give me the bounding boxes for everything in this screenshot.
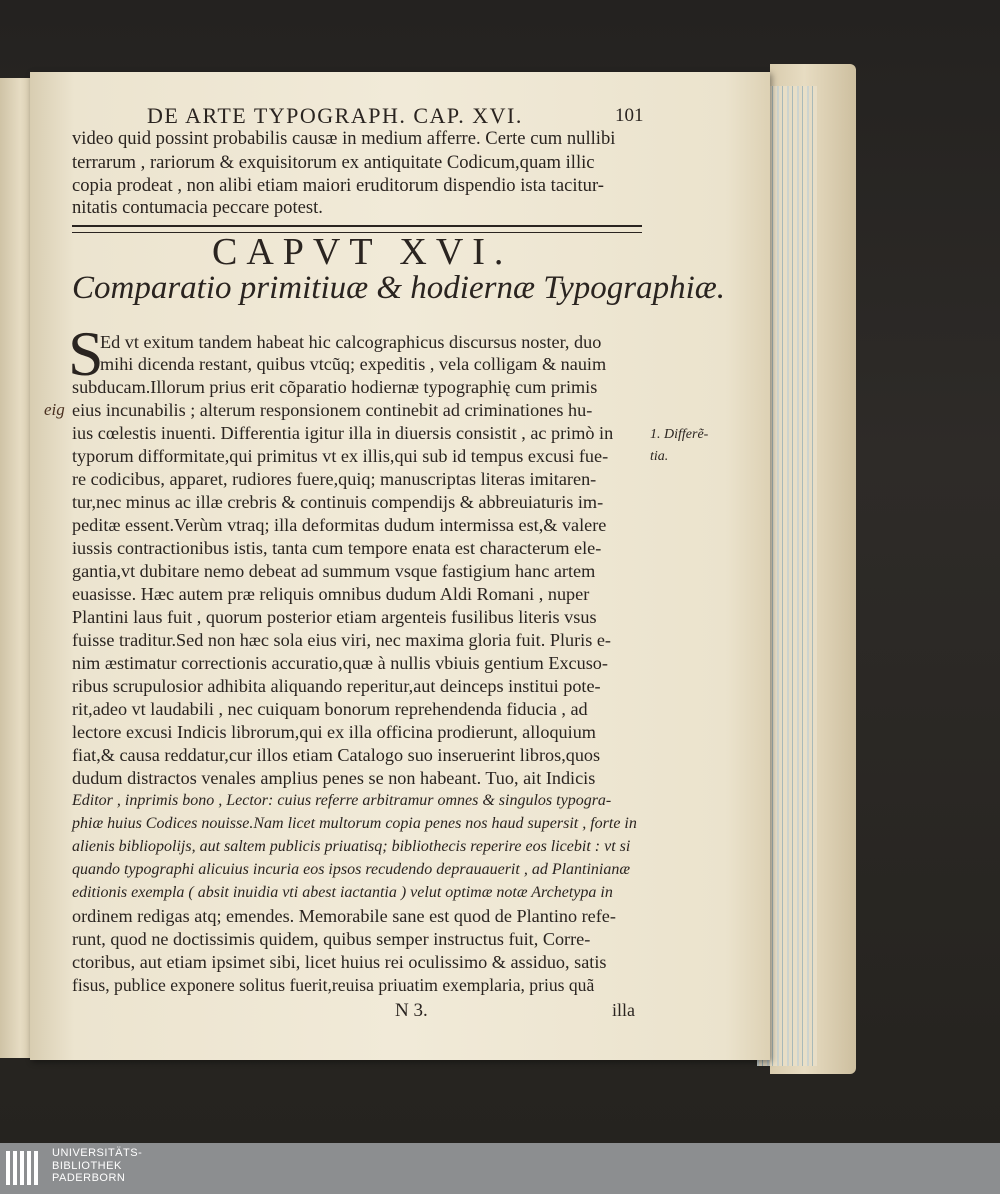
text-line: euasisse. Hæc autem præ reliquis omnibus dudum Aldi Romani , nuper [72,584,590,604]
text-line: quando typographi alicuius incuria eos ipsos recudendo deprauauerit , ad Plantinianæ [72,861,631,878]
text-line: video quid possint probabilis causæ in medium afferre. Certe cum nullibi [72,128,616,149]
library-name-line: BIBLIOTHEK [52,1159,122,1172]
marginal-note-line: tia. [650,449,669,464]
text-line: terrarum , rariorum & exquisitorum ex antiquitate Codicum,quam illic [72,152,595,173]
text-line: iussis contractionibus istis, tanta cum tempore enata est characterum ele- [72,538,602,558]
text-line: mihi dicenda restant, quibus vtcũq; expeditis , vela colligam & nauim [100,354,607,374]
text-line: fisus, publice exponere solitus fuerit,reuisa priuatim exemplaria, prius quã [72,975,595,995]
text-line: re codicibus, apparet, rudiores fuere,quiq; manuscriptas literas imitaren- [72,469,597,489]
page-number: 101 [615,105,644,126]
text-line: ius cœlestis inuenti. Differentia igitur illa in diuersis consistit , ac primò in [72,423,614,443]
text-line: typorum difformitate,qui primitus vt ex illis,qui sub id tempus excusi fue- [72,446,609,466]
text-line: nitatis contumacia peccare potest. [72,197,323,218]
manuscript-annotation: eig [44,400,65,419]
text-line: eius incunabilis ; alterum responsionem continebit ad criminationes hu- [72,400,593,420]
text-line: dudum distractos venales amplius penes se non habeant. Tuo, ait Indicis [72,768,596,788]
text-line: tur,nec minus ac illæ crebris & continuis compendijs & abbreuiaturis im- [72,492,604,512]
text-line: Ed vt exitum tandem habeat hic calcographicus discursus noster, duo [100,332,602,352]
catchword: illa [612,1000,635,1020]
library-logo-icon [6,1151,44,1185]
text-line: peditæ essent.Verùm vtraq; illa deformitas dudum intermissa est,& valere [72,515,607,535]
text-line: Editor , inprimis bono , Lector: cuius referre arbitramur omnes & singulos typogra- [72,792,612,809]
library-name [52,1147,142,1185]
marginal-note-line: 1. Differẽ- [650,427,709,442]
signature-mark: N 3. [395,1000,428,1021]
library-name-line: PADERBORN [52,1172,126,1184]
running-head: DE ARTE TYPOGRAPH. CAP. XVI. [147,103,523,128]
text-line: fiat,& causa reddatur,cur illos etiam Catalogo suo inseruerint libros,quos [72,745,601,765]
left-page-edge [0,78,34,1058]
chapter-subtitle: Comparatio primitiuæ & hodiernæ Typographiæ. [72,270,726,306]
text-line: rit,adeo vt laudabili , nec cuiquam bonorum reprehendenda fiducia , ad [72,699,588,719]
text-line: runt, quod ne doctissimis quidem, quibus semper instructus fuit, Corre- [72,929,591,949]
text-line: ordinem redigas atq; emendes. Memorabile sane est quod de Plantino refe- [72,906,616,926]
text-line: subducam.Illorum prius erit cõparatio hodiernæ typographię cum primis [72,377,598,397]
text-line: fuisse traditur.Sed non hæc sola eius viri, nec maxima gloria fuit. Pluris e- [72,630,611,650]
chapter-title: CAPVT XVI. [212,231,513,273]
text-line: nim æstimatur correctionis accuratio,quæ à nullis vbiuis gentium Excuso- [72,653,608,673]
text-line: ctoribus, aut etiam ipsimet sibi, licet huius rei oculissimo & assiduo, satis [72,952,607,972]
text-line: Plantini laus fuit , quorum posterior etiam argenteis fusilibus literis vsus [72,607,597,627]
library-name-line: UNIVERSITÄTS- [52,1147,143,1159]
marginal-note [650,424,708,468]
text-line: ribus scrupulosior adhibita aliquando reperitur,aut deinceps institui pote- [72,676,601,696]
text-line: copia prodeat , non alibi etiam maiori eruditorum dispendio ista tacitur- [72,175,604,196]
drop-capital: S [68,318,104,389]
text-line: lectore excusi Indicis librorum,qui ex illa officina prodierunt, alloquium [72,722,596,742]
text-line: alienis bibliopolijs, aut saltem publicis priuatisq; bibliothecis reperire eos licebit : vt si [72,838,631,855]
text-line: phiæ huius Codices nouisse.Nam licet multorum copia penes nos haud supersit , forte in [72,815,637,832]
library-footer [0,1143,1000,1194]
text-line: gantia,vt dubitare nemo debeat ad summum vsque fastigium hanc artem [72,561,596,581]
text-line: editionis exempla ( absit inuidia vti abest iactantia ) velut optimæ notæ Archetypa in [72,884,613,901]
